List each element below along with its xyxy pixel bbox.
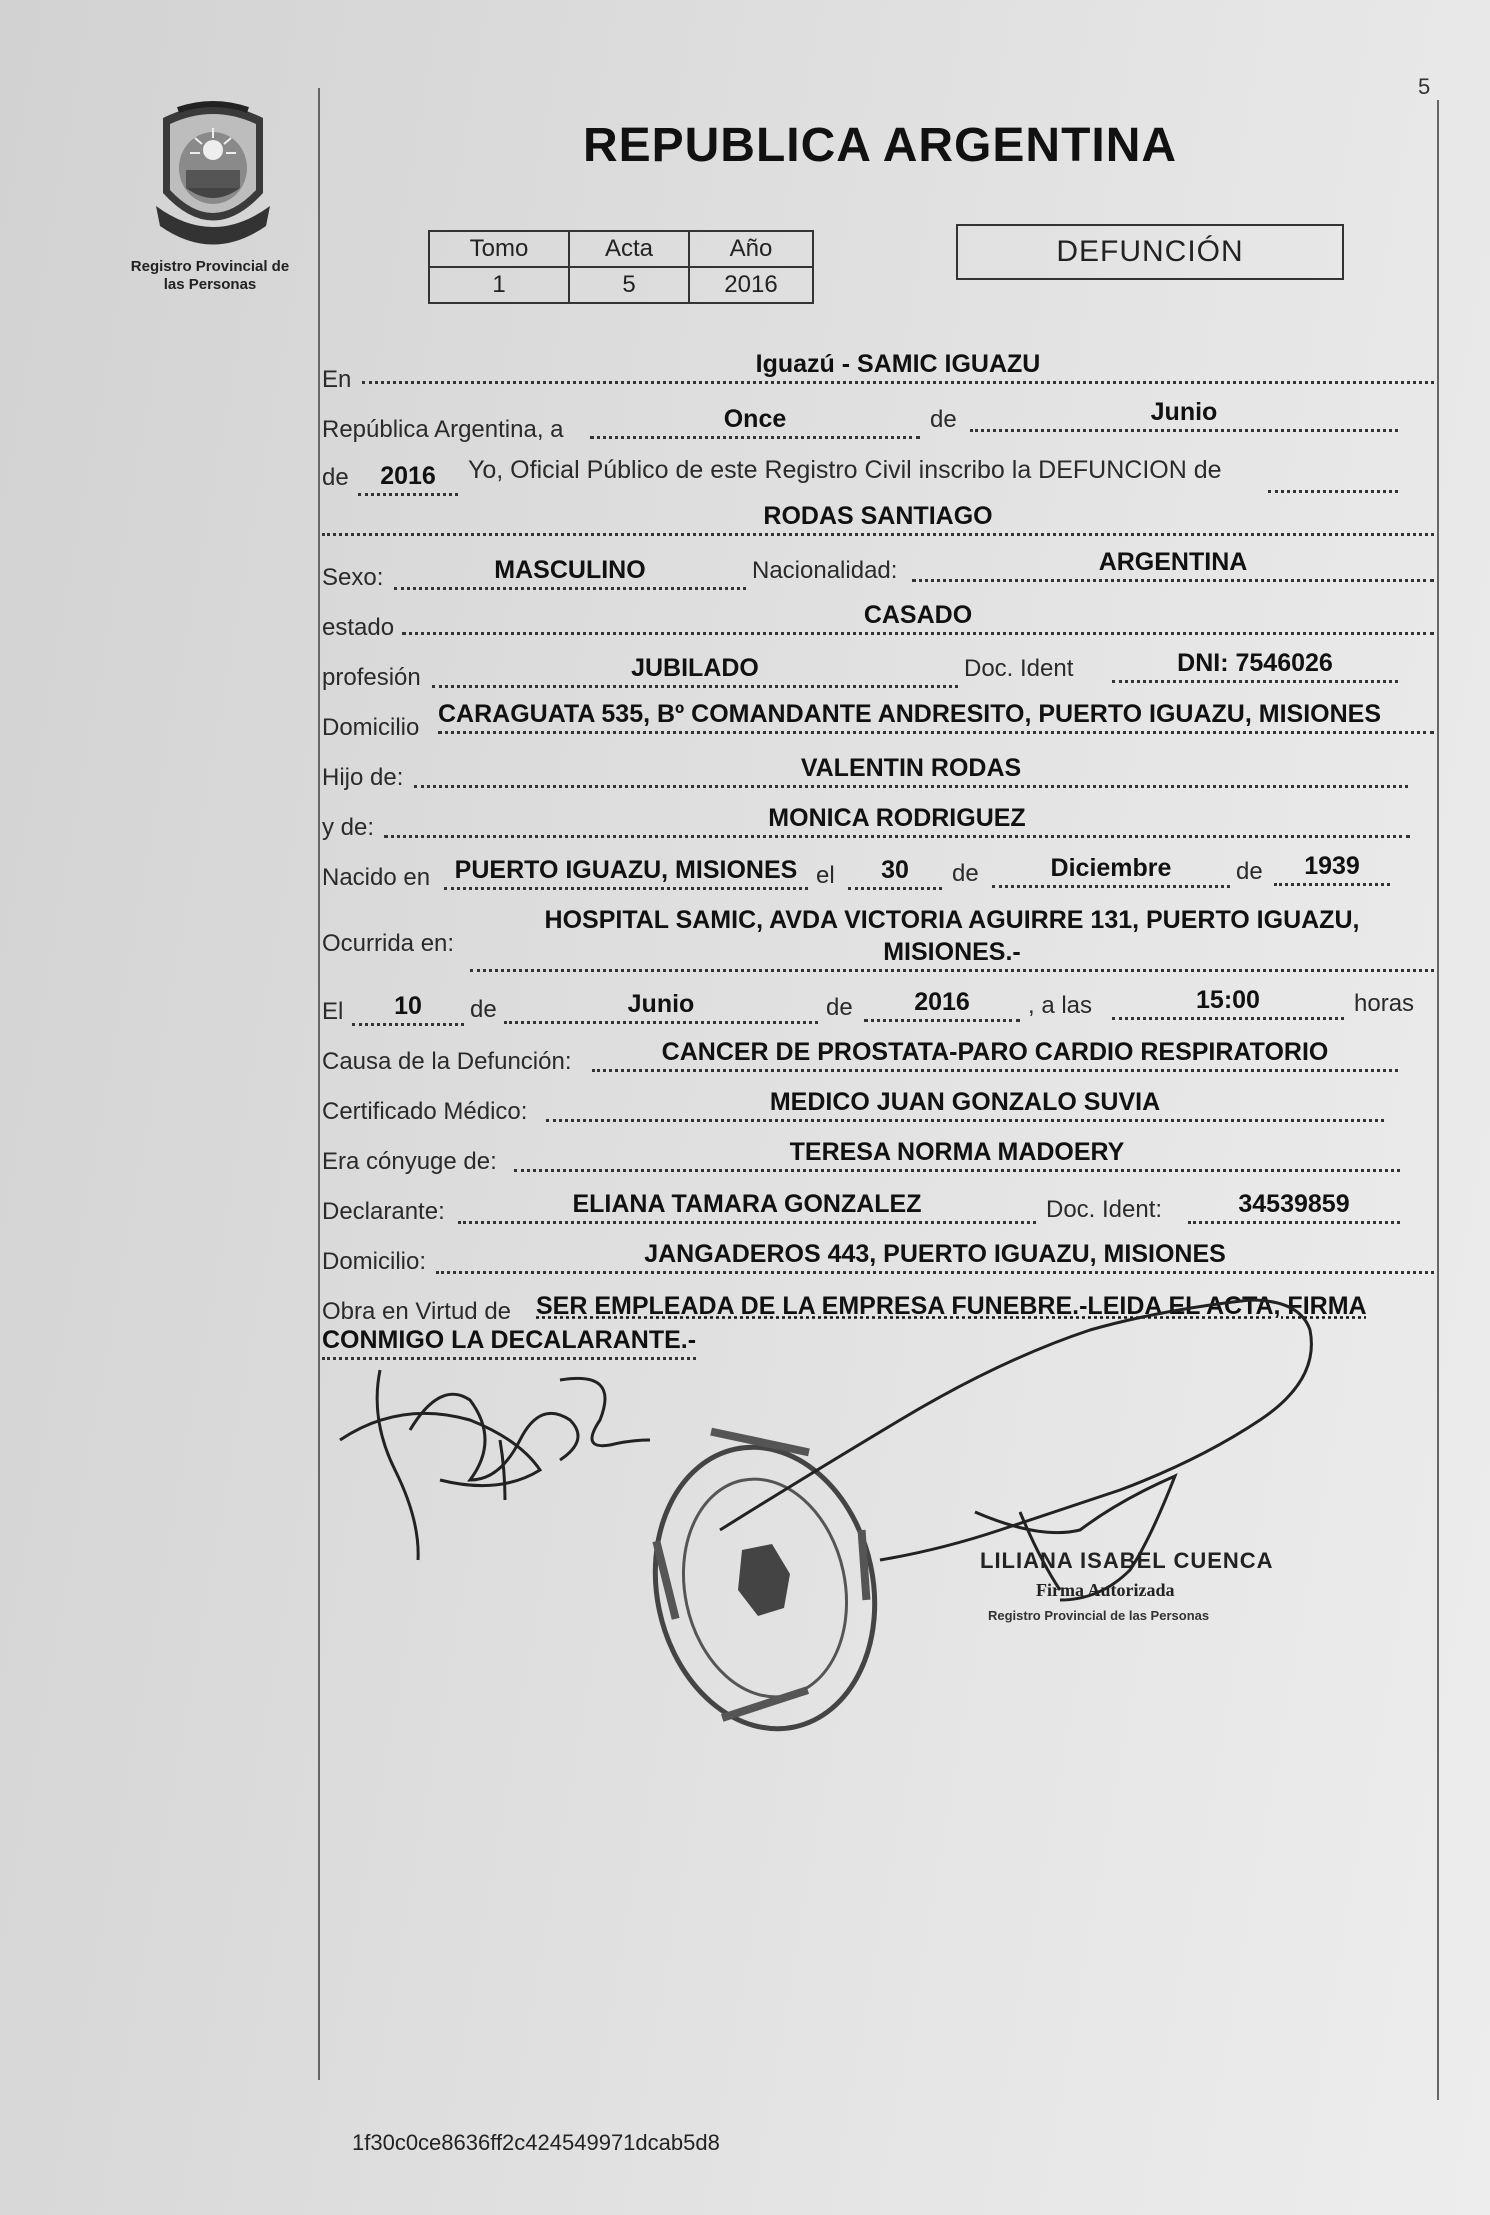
deceased-name-value: RODAS SANTIAGO [322, 502, 1434, 536]
place-value: Iguazú - SAMIC IGUAZU [362, 350, 1434, 384]
declarant-label: Declarante: [322, 1198, 445, 1225]
death-day-value: 10 [352, 992, 464, 1026]
profession-value: JUBILADO [432, 654, 958, 688]
virtue-line2: CONMIGO LA DECALARANTE.- [322, 1326, 696, 1360]
death-year-value: 2016 [864, 988, 1020, 1022]
declarant-address-value: JANGADEROS 443, PUERTO IGUAZU, MISIONES [436, 1240, 1434, 1274]
declarant-value: ELIANA TAMARA GONZALEZ [458, 1190, 1036, 1224]
certificate-label: Certificado Médico: [322, 1098, 528, 1125]
virtue-line1: SER EMPLEADA DE LA EMPRESA FUNEBRE.-LEIDA EL ACTA, FIRMA [536, 1292, 1367, 1320]
place-label: En [322, 366, 352, 393]
occurred-line1: HOSPITAL SAMIC, AVDA VICTORIA AGUIRRE 131, PUERTO IGUAZU, [544, 906, 1360, 934]
sex-value: MASCULINO [394, 556, 746, 590]
registry-table [428, 230, 814, 304]
provincia-de-misiones-seal-icon [148, 98, 278, 248]
civil-status-value: CASADO [402, 601, 1434, 635]
father-value: VALENTIN RODAS [414, 754, 1408, 788]
right-margin-line [1437, 100, 1439, 2100]
born-de-2: de [1236, 858, 1263, 885]
nationality-value: ARGENTINA [912, 548, 1434, 582]
spouse-label: Era cónyuge de: [322, 1148, 497, 1175]
doc-label: Doc. Ident [964, 655, 1074, 682]
sex-label: Sexo: [322, 564, 384, 591]
declarant-doc-label: Doc. Ident: [1046, 1196, 1163, 1223]
document-hash: 1f30c0ce8636ff2c424549971dcab5d8 [352, 2130, 720, 2155]
country-title: REPUBLICA ARGENTINA [582, 119, 1178, 172]
acta-header: Acta [569, 231, 689, 267]
cause-value: CANCER DE PROSTATA-PARO CARDIO RESPIRATORIO [592, 1038, 1398, 1072]
statement-blank [1268, 462, 1398, 493]
born-place-value: PUERTO IGUAZU, MISIONES [444, 856, 808, 890]
born-de-1: de [952, 860, 979, 887]
address-label: Domicilio [322, 714, 420, 741]
time-label: , a las [1028, 992, 1093, 1019]
left-margin-line [318, 88, 320, 2080]
month-value: Junio [970, 398, 1398, 432]
profession-label: profesión [322, 664, 421, 691]
page-number: 5 [1418, 74, 1431, 99]
address-value: CARAGUATA 535, Bº COMANDANTE ANDRESITO, PUERTO IGUAZU, MISIONES [438, 700, 1434, 734]
statement-text: Yo, Oficial Público de este Registro Civil inscribo la DEFUNCION de [468, 456, 1222, 484]
signer-name: LILIANA ISABEL CUENCA [980, 1548, 1274, 1573]
civil-status-label: estado [322, 614, 395, 641]
born-label: Nacido en [322, 864, 431, 891]
official-stamp-icon [630, 1427, 900, 1750]
tomo-header: Tomo [429, 231, 569, 267]
spouse-value: TERESA NORMA MADOERY [514, 1138, 1400, 1172]
born-month-value: Diciembre [992, 854, 1230, 888]
mother-value: MONICA RODRIGUEZ [384, 804, 1410, 838]
virtue-label: Obra en Virtud de [322, 1298, 512, 1325]
signer-role: Firma Autorizada [1036, 1580, 1175, 1600]
signer-office: Registro Provincial de las Personas [988, 1608, 1210, 1623]
day-words-value: Once [590, 405, 920, 439]
year-value: 2016 [358, 462, 458, 496]
cause-label: Causa de la Defunción: [322, 1048, 572, 1075]
month-connector: de [930, 406, 957, 433]
declarant-doc-value: 34539859 [1188, 1190, 1400, 1224]
date-de-1: de [470, 996, 497, 1023]
date-de-2: de [826, 994, 853, 1021]
registry-name-line1: Registro Provincial de [130, 258, 290, 275]
registry-name [115, 258, 305, 294]
tomo-value: 1 [429, 267, 569, 303]
date-el: El [322, 998, 344, 1025]
doc-value: DNI: 7546026 [1112, 649, 1398, 683]
republic-label: República Argentina, a [322, 416, 564, 443]
acta-value: 5 [569, 267, 689, 303]
declarant-signature-icon [340, 1370, 650, 1560]
occurred-label: Ocurrida en: [322, 930, 455, 957]
death-time-value: 15:00 [1112, 986, 1344, 1020]
mother-label: y de: [322, 814, 375, 841]
anio-header: Año [689, 231, 813, 267]
occurred-line2: MISIONES.- [470, 938, 1434, 972]
hours-label: horas [1354, 990, 1415, 1017]
anio-value: 2016 [689, 267, 813, 303]
born-day-value: 30 [848, 856, 942, 890]
nationality-label: Nacionalidad: [752, 557, 898, 584]
born-year-value: 1939 [1274, 852, 1390, 886]
year-prefix: de [322, 464, 349, 491]
certificate-value: MEDICO JUAN GONZALO SUVIA [546, 1088, 1384, 1122]
born-el: el [816, 862, 835, 889]
declarant-address-label: Domicilio: [322, 1248, 427, 1275]
registry-name-line2: las Personas [163, 276, 257, 293]
document-type: DEFUNCIÓN [956, 224, 1344, 280]
death-month-value: Junio [504, 990, 818, 1024]
father-label: Hijo de: [322, 764, 404, 791]
